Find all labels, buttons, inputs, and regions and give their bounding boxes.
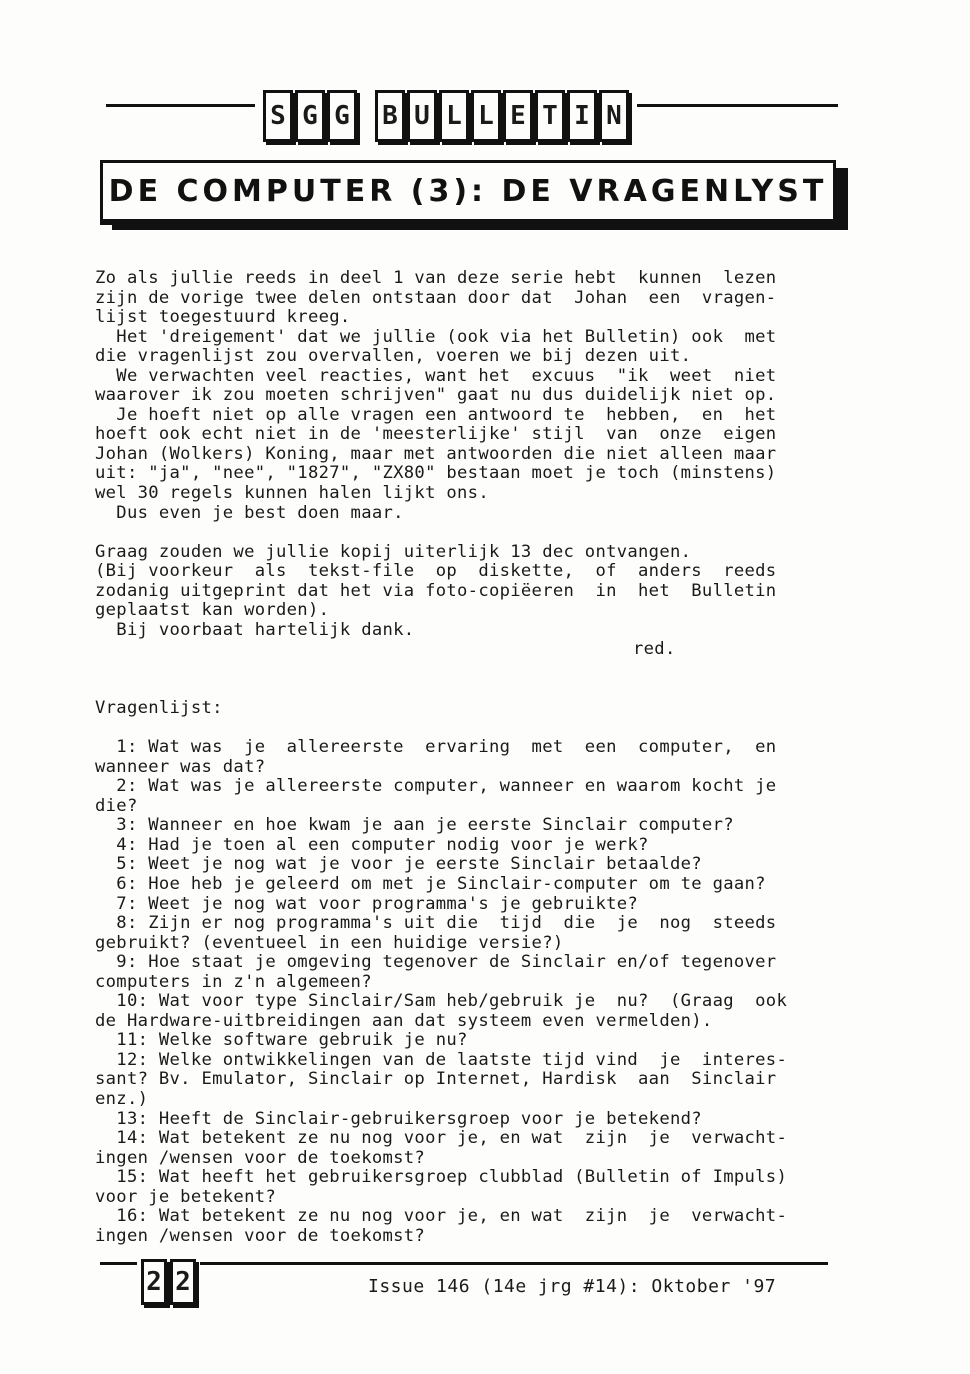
- question-line: ingen /wensen voor de toekomst?: [95, 1225, 426, 1246]
- request-text-line: Bij voorbaat hartelijk dank.: [95, 619, 415, 640]
- masthead-letter-tile: G: [295, 90, 325, 142]
- masthead-letter-tile: G: [327, 90, 357, 142]
- blank-line: [95, 679, 855, 699]
- question-line: voor je betekent?: [95, 1186, 277, 1207]
- question-line: die?: [95, 795, 138, 816]
- request-text-line: Graag zouden we jullie kopij uiterlijk 13 dec ontvangen.: [95, 541, 692, 562]
- question-line: wanneer was dat?: [95, 756, 266, 777]
- intro-text-line: We verwachten veel reacties, want het excuus "ik weet niet: [95, 365, 777, 386]
- question-line: 15: Wat heeft het gebruikersgroep clubblad (Bulletin of Impuls): [95, 1167, 788, 1188]
- masthead-letter-tile: I: [567, 90, 597, 142]
- masthead-letter-tile: N: [599, 90, 629, 142]
- intro-text-line: uit: "ja", "nee", "1827", "ZX80" bestaan moet je toch (minstens): [95, 463, 777, 484]
- intro-text-line: hoeft ook echt niet in de 'meesterlijke' stijl van onze eigen: [95, 424, 777, 445]
- question-line: 8: Zijn er nog programma's uit die tijd die je nog steeds: [95, 913, 777, 934]
- intro-text-line: wel 30 regels kunnen halen lijkt ons.: [95, 483, 489, 504]
- question-line: enz.): [95, 1088, 149, 1109]
- list-heading: Vragenlijst:: [95, 698, 223, 719]
- question-line: 5: Weet je nog wat je voor je eerste Sinclair betaalde?: [95, 854, 702, 875]
- masthead-letter-tile: T: [535, 90, 565, 142]
- intro-text-line: Zo als jullie reeds in deel 1 van deze serie hebt kunnen lezen: [95, 268, 777, 288]
- question-line: de Hardware-uitbreidingen aan dat systeem even vermelden).: [95, 1010, 713, 1031]
- question-line: 16: Wat betekent ze nu nog voor je, en wat zijn je verwacht-: [95, 1206, 788, 1227]
- intro-text-line: Dus even je best doen maar.: [95, 502, 404, 523]
- blank-line: [95, 660, 855, 680]
- request-text-line: geplaatst kan worden).: [95, 600, 330, 621]
- question-line: 7: Weet je nog wat voor programma's je gebruikte?: [95, 893, 639, 914]
- masthead-word-sgg: [263, 88, 357, 144]
- intro-text-line: Je hoeft niet op alle vragen een antwoord te hebben, en het: [95, 404, 777, 425]
- masthead: [255, 88, 637, 144]
- article-title: DE COMPUTER (3): DE VRAGENLYST: [108, 173, 828, 209]
- question-line: 4: Had je toen al een computer nodig voor je werk?: [95, 834, 649, 855]
- question-line: 1: Wat was je allereerste ervaring met een computer, en: [95, 737, 777, 758]
- question-line: gebruikt? (eventueel in een huidige versie?): [95, 932, 564, 953]
- issue-info: Issue 146 (14e jrg #14): Oktober '97: [368, 1276, 777, 1297]
- intro-text-line: die vragenlijst zou overvallen, voeren we bij dezen uit.: [95, 346, 692, 367]
- question-line: ingen /wensen voor de toekomst?: [95, 1147, 426, 1168]
- masthead-letter-tile: U: [407, 90, 437, 142]
- blank-line: [95, 523, 855, 543]
- intro-text-line: Het 'dreigement' dat we jullie (ook via het Bulletin) ook met: [95, 326, 777, 347]
- masthead-letter-tile: E: [503, 90, 533, 142]
- intro-text-line: zijn de vorige twee delen ontstaan door dat Johan een vragen-: [95, 287, 777, 308]
- question-line: 10: Wat voor type Sinclair/Sam heb/gebruik je nu? (Graag ook: [95, 991, 788, 1012]
- question-line: computers in z'n algemeen?: [95, 971, 372, 992]
- blank-line: [95, 719, 855, 739]
- footer-rule: [100, 1262, 828, 1265]
- title-underline: [100, 222, 846, 225]
- page-number: [137, 1257, 200, 1305]
- masthead-letter-tile: B: [375, 90, 405, 142]
- article-body: [95, 269, 855, 1246]
- question-line: 14: Wat betekent ze nu nog voor je, en wat zijn je verwacht-: [95, 1128, 788, 1149]
- page-number-digit: 2: [141, 1259, 167, 1305]
- request-text-line: (Bij voorkeur als tekst-file op diskette, of anders reeds: [95, 561, 777, 582]
- intro-text-line: lijst toegestuurd kreeg.: [95, 307, 351, 328]
- masthead-letter-tile: L: [439, 90, 469, 142]
- intro-text-line: waarover ik zou moeten schrijven" gaat nu dus duidelijk niet op.: [95, 385, 777, 406]
- question-line: 6: Hoe heb je geleerd om met je Sinclair-computer om te gaan?: [95, 873, 766, 894]
- masthead-letter-tile: L: [471, 90, 501, 142]
- intro-text-line: Johan (Wolkers) Koning, maar met antwoorden die niet alleen maar: [95, 443, 777, 464]
- page-number-digit: 2: [170, 1259, 196, 1305]
- request-text-line: zodanig uitgeprint dat het via foto-copiëeren in het Bulletin: [95, 580, 777, 601]
- question-line: 12: Welke ontwikkelingen van de laatste tijd vind je interes-: [95, 1049, 788, 1070]
- article-title-box: [100, 160, 836, 222]
- question-line: 13: Heeft de Sinclair-gebruikersgroep voor je betekend?: [95, 1108, 702, 1129]
- question-line: 11: Welke software gebruik je nu?: [95, 1030, 468, 1051]
- masthead-word-bulletin: [375, 88, 629, 144]
- question-line: 2: Wat was je allereerste computer, wanneer en waarom kocht je: [95, 776, 777, 797]
- signature: red.: [633, 639, 676, 660]
- question-line: sant? Bv. Emulator, Sinclair op Internet, Hardisk aan Sinclair: [95, 1069, 777, 1090]
- question-line: 3: Wanneer en hoe kwam je aan je eerste Sinclair computer?: [95, 815, 734, 836]
- question-line: 9: Hoe staat je omgeving tegenover de Sinclair en/of tegenover: [95, 952, 777, 973]
- masthead-letter-tile: S: [263, 90, 293, 142]
